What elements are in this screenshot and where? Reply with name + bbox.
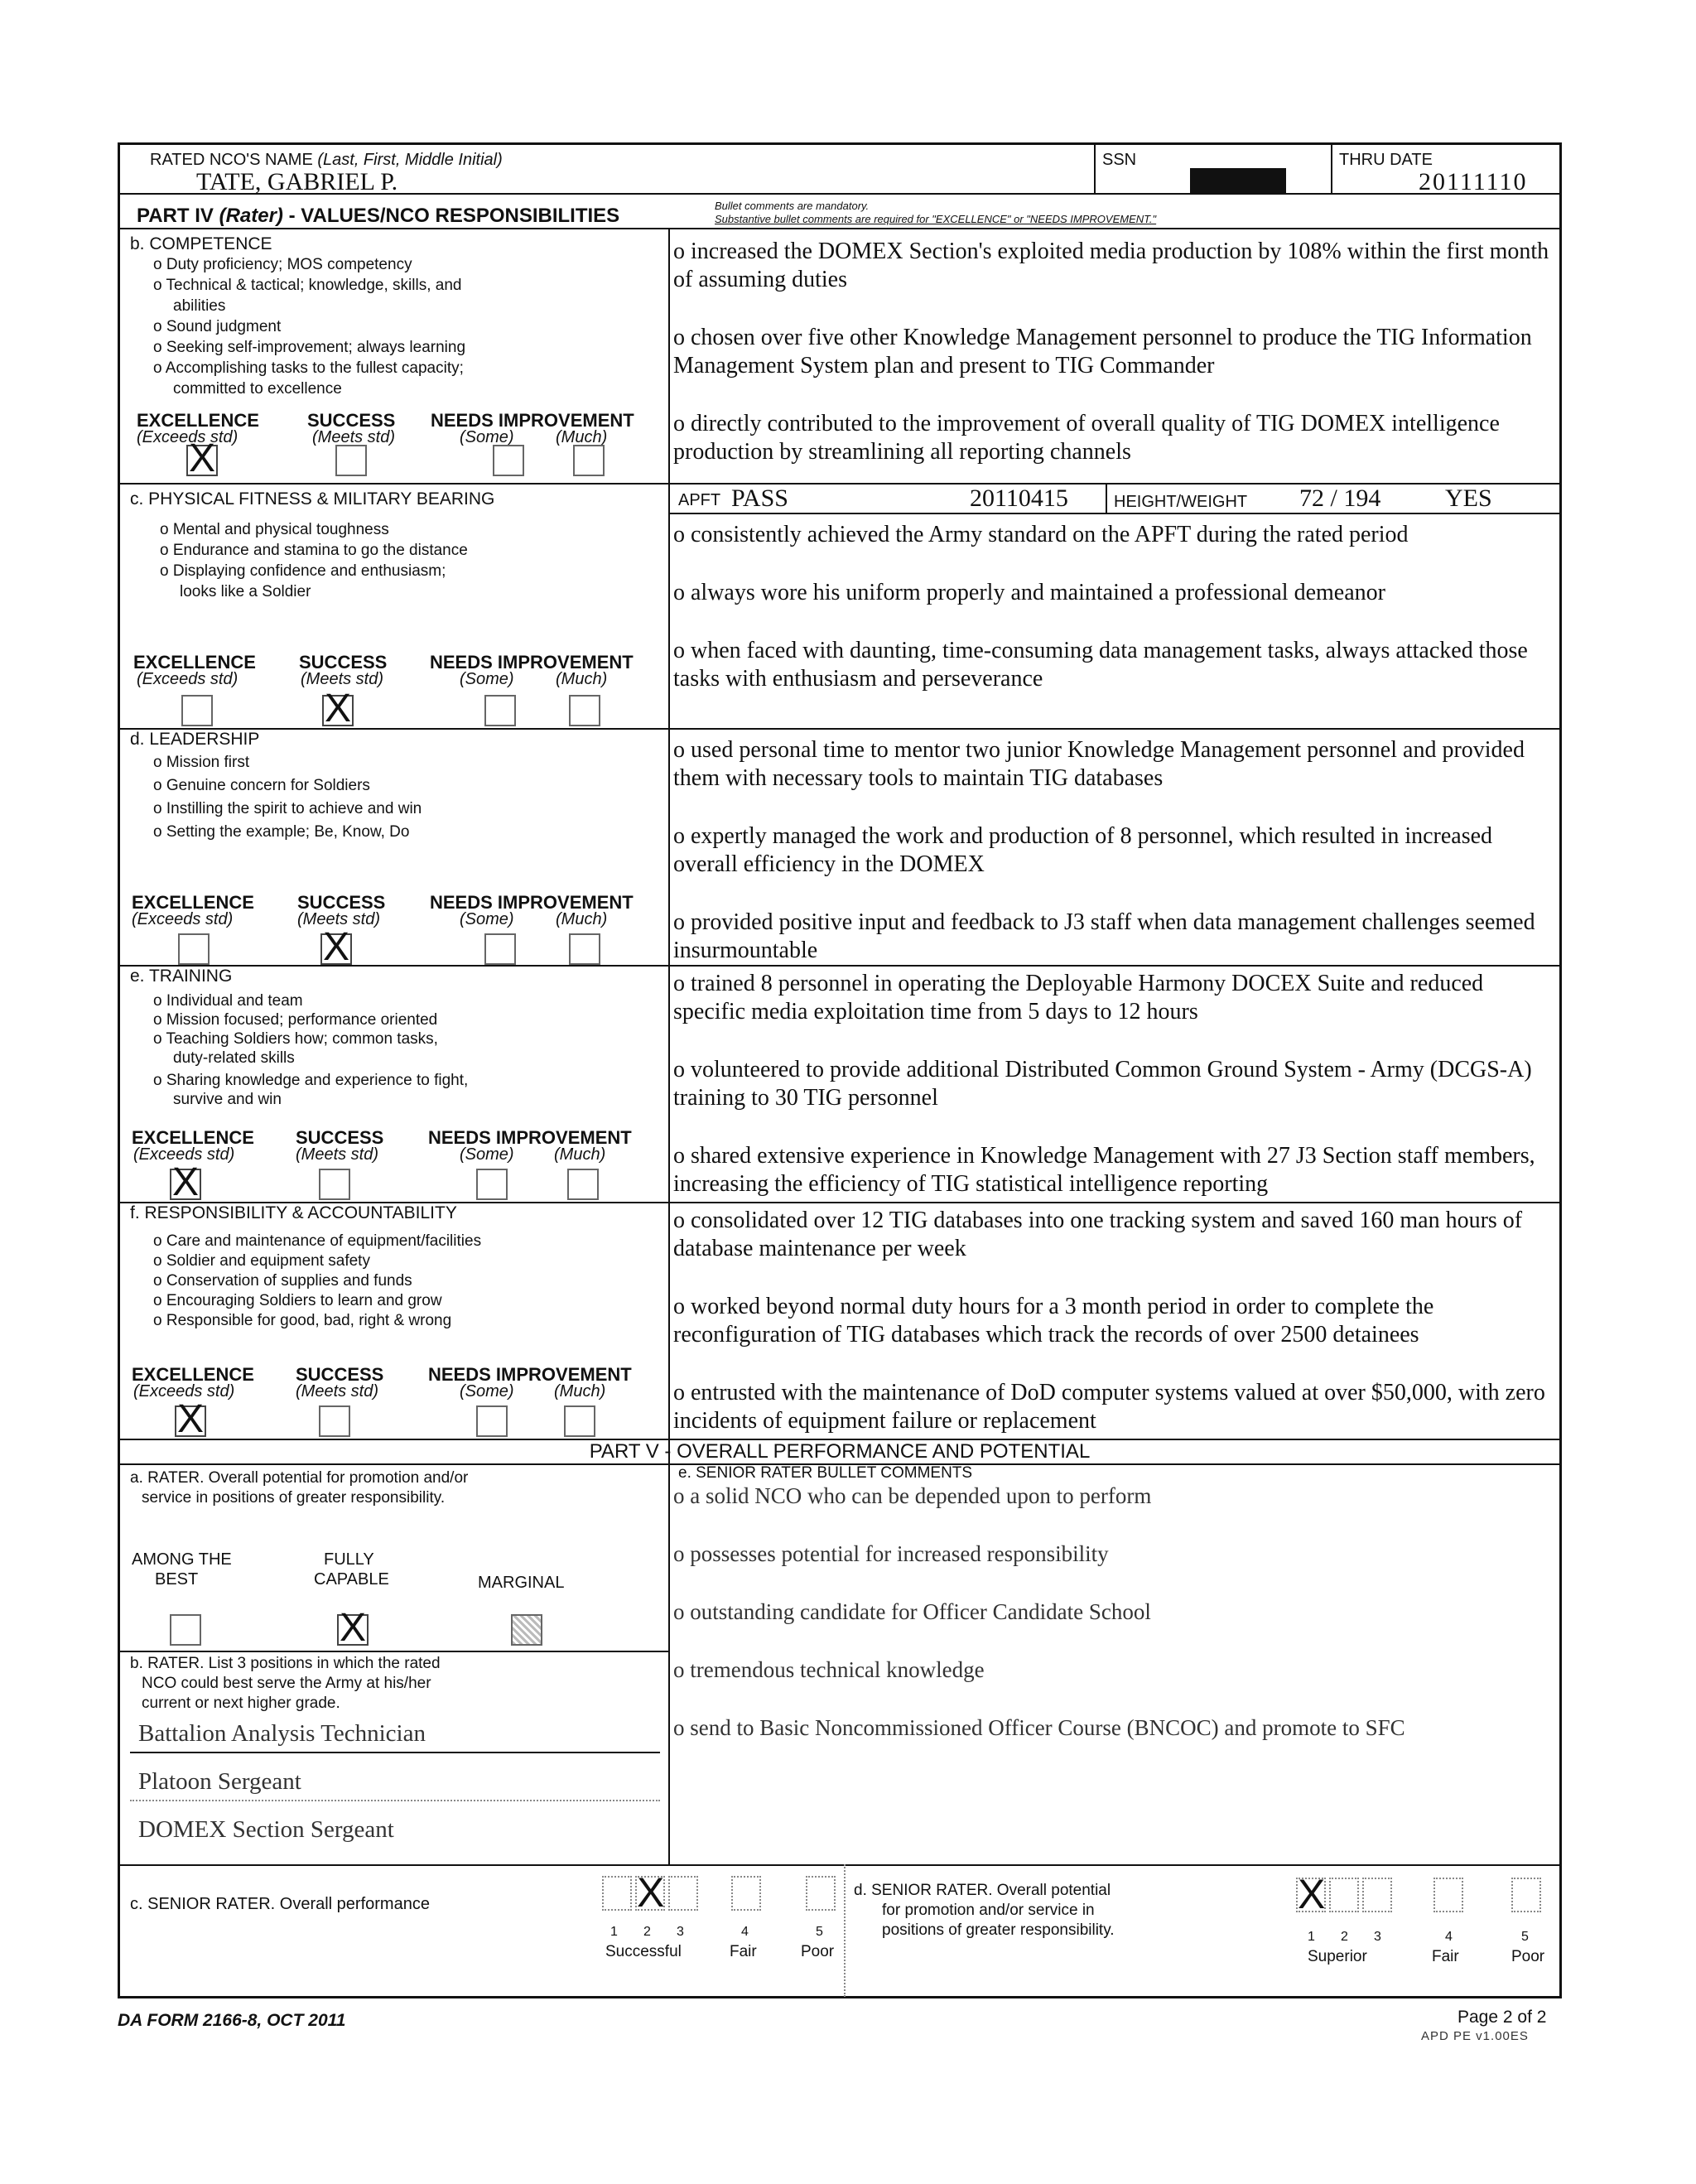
competence-bullets <box>673 238 1559 466</box>
potential-5-checkbox[interactable] <box>1511 1878 1541 1912</box>
performance-num-2: 2 <box>643 1925 651 1939</box>
leadership-section <box>130 730 422 844</box>
senior-rater-performance-label: c. SENIOR RATER. Overall performance <box>130 1895 430 1913</box>
training-section <box>130 967 468 1109</box>
page-number: Page 2 of 2 <box>1458 2008 1547 2027</box>
performance-num-3: 3 <box>677 1925 684 1939</box>
training-needs-label: NEEDS IMPROVEMENT <box>428 1127 632 1148</box>
fitness-needs-label: NEEDS IMPROVEMENT <box>430 652 634 673</box>
part5-title: PART V - OVERALL PERFORMANCE AND POTENTIAL <box>589 1440 1091 1463</box>
height-weight-result: YES <box>1445 485 1492 512</box>
leadership-needs-label: NEEDS IMPROVEMENT <box>430 892 634 913</box>
responsibility-bullet: o entrusted with the maintenance of DoD computer systems valued at over $50,000, with zero incidents of equipment failure or replacement <box>673 1380 1545 1434</box>
senior-rater-potential-label-3: positions of greater responsibility. <box>882 1921 1115 1939</box>
training-bullet: o trained 8 personnel in operating the Deployable Harmony DOCEX Suite and reduced specific media exploitation time from 5 days to 12 hours <box>673 971 1484 1025</box>
training-exceeds-label: (Exceeds std) <box>133 1145 235 1164</box>
ssn-redacted <box>1190 168 1286 193</box>
fitness-some-label: (Some) <box>460 670 514 688</box>
senior-rater-potential-label-1: d. SENIOR RATER. Overall potential <box>854 1882 1111 1899</box>
fitness-bullet: o consistently achieved the Army standard on the APFT during the rated period <box>673 522 1409 547</box>
training-title: e. TRAINING <box>130 967 233 986</box>
among-best-label-1: AMONG THE <box>132 1550 232 1569</box>
responsibility-some-checkbox[interactable] <box>476 1405 508 1437</box>
training-excellence-label: EXCELLENCE <box>132 1127 254 1148</box>
performance-4-checkbox[interactable] <box>731 1876 761 1911</box>
competence-bullet: o chosen over five other Knowledge Management personnel to produce the TIG Information Management System plan and present to TIG Commander <box>673 325 1532 378</box>
senior-rater-potential-label-2: for promotion and/or service in <box>882 1902 1095 1919</box>
training-much-checkbox[interactable] <box>567 1169 599 1200</box>
fitness-some-checkbox[interactable] <box>484 695 516 726</box>
potential-num-4: 4 <box>1445 1930 1453 1944</box>
position-2: Platoon Sergeant <box>138 1768 301 1795</box>
fully-capable-label-2: CAPABLE <box>314 1570 389 1589</box>
performance-fair-label: Fair <box>730 1943 757 1960</box>
leadership-bullet: o used personal time to mentor two junior Knowledge Management personnel and provided them with necessary tools to maintain TIG databases <box>673 737 1525 791</box>
potential-num-5: 5 <box>1521 1930 1529 1944</box>
leadership-meets-label: (Meets std) <box>297 910 381 928</box>
performance-num-5: 5 <box>816 1925 823 1939</box>
senior-rater-bullet: o outstanding candidate for Officer Candidate School <box>673 1599 1151 1624</box>
senior-rater-bullet: o a solid NCO who can be depended upon to perform <box>673 1483 1152 1508</box>
form-number: DA FORM 2166-8, OCT 2011 <box>118 2011 346 2030</box>
training-excellence-checkbox[interactable]: X <box>170 1169 201 1200</box>
leadership-bullets <box>673 736 1559 965</box>
responsibility-excellence-checkbox[interactable]: X <box>175 1405 206 1437</box>
leadership-success-label: SUCCESS <box>297 892 386 913</box>
apft-value: PASS <box>731 485 788 512</box>
leadership-much-checkbox[interactable] <box>569 933 600 965</box>
fully-capable-checkbox[interactable]: X <box>337 1614 369 1646</box>
competence-much-checkbox[interactable] <box>573 445 605 476</box>
apft-date: 20110415 <box>970 485 1068 512</box>
potential-3-checkbox[interactable] <box>1362 1878 1392 1912</box>
fully-capable-label-1: FULLY <box>324 1550 374 1569</box>
leadership-title: d. LEADERSHIP <box>130 730 260 749</box>
training-success-checkbox[interactable] <box>319 1169 350 1200</box>
leadership-success-checkbox[interactable]: X <box>320 933 352 965</box>
responsibility-success-checkbox[interactable] <box>319 1405 350 1437</box>
senior-rater-bullets-label: e. SENIOR RATER BULLET COMMENTS <box>678 1464 973 1482</box>
thru-date-value: 20111110 <box>1419 168 1528 195</box>
fitness-meets-label: (Meets std) <box>301 670 384 688</box>
responsibility-bullet: o consolidated over 12 TIG databases into one tracking system and saved 160 man hours of database maintenance per week <box>673 1208 1523 1261</box>
responsibility-some-label: (Some) <box>460 1382 514 1401</box>
position-3: DOMEX Section Sergeant <box>138 1816 394 1843</box>
senior-rater-bullet: o send to Basic Noncommissioned Officer Course (BNCOC) and promote to SFC <box>673 1715 1405 1740</box>
performance-3-checkbox[interactable] <box>668 1876 698 1911</box>
potential-fair-label: Fair <box>1432 1948 1459 1965</box>
training-some-label: (Some) <box>460 1145 514 1164</box>
competence-list: o Duty proficiency; MOS competency o Technical & tactical; knowledge, skills, and abilities o Sound judgment o Seeking self-improvement; always learning o Accomplishing tasks to the fullest capacity; committed to excellence <box>153 256 466 398</box>
training-bullets <box>673 970 1559 1198</box>
training-meets-label: (Meets std) <box>296 1145 379 1164</box>
responsibility-exceeds-label: (Exceeds std) <box>133 1382 235 1401</box>
rated-nco-name-value: TATE, GABRIEL P. <box>196 168 398 195</box>
rater-positions-label-2: NCO could best serve the Army at his/her <box>142 1675 431 1692</box>
rater-positions-label-1: b. RATER. List 3 positions in which the rated <box>130 1655 441 1672</box>
marginal-label: MARGINAL <box>478 1574 565 1592</box>
leadership-bullet: o expertly managed the work and production of 8 personnel, which resulted in increased overall efficiency in the DOMEX <box>673 823 1493 877</box>
competence-bullet: o increased the DOMEX Section's exploited media production by 108% within the first month of assuming duties <box>673 239 1549 292</box>
responsibility-meets-label: (Meets std) <box>296 1382 379 1401</box>
responsibility-excellence-label: EXCELLENCE <box>132 1364 254 1385</box>
competence-bullet: o directly contributed to the improvement of overall quality of TIG DOMEX intelligence production by streamlining all reporting channels <box>673 411 1500 465</box>
part4-note-mandatory: Bullet comments are mandatory. <box>715 200 870 212</box>
training-bullet: o volunteered to provide additional Distributed Common Ground System - Army (DCGS-A) training to 30 TIG personnel <box>673 1057 1532 1111</box>
training-list: o Individual and team o Mission focused; performance oriented o Teaching Soldiers how; common tasks, duty-related skills o Sharing knowledge and experience to fight, survive and win <box>153 992 469 1108</box>
part4-note-substantive: Substantive bullet comments are required for "EXCELLENCE" or "NEEDS IMPROVEMENT." <box>715 213 1157 225</box>
performance-2-checkbox[interactable]: X <box>637 1869 665 1916</box>
training-success-label: SUCCESS <box>296 1127 384 1148</box>
performance-5-checkbox[interactable] <box>806 1876 836 1911</box>
fitness-bullet: o always wore his uniform properly and maintained a professional demeanor <box>673 580 1385 605</box>
responsibility-list: o Care and maintenance of equipment/facilities o Soldier and equipment safety o Conservation of supplies and funds o Encouraging Soldiers to learn and grow o Responsible for good, bad, right & wrong <box>153 1232 482 1329</box>
competence-exceeds-label: (Exceeds std) <box>137 428 238 446</box>
senior-rater-bullet: o tremendous technical knowledge <box>673 1657 985 1682</box>
fitness-much-label: (Much) <box>556 670 608 688</box>
leadership-excellence-checkbox[interactable] <box>178 933 210 965</box>
fitness-success-checkbox[interactable]: X <box>322 695 354 726</box>
potential-1-checkbox[interactable]: X <box>1298 1871 1326 1917</box>
leadership-excellence-label: EXCELLENCE <box>132 892 254 913</box>
responsibility-title: f. RESPONSIBILITY & ACCOUNTABILITY <box>130 1203 457 1222</box>
thru-date-label: THRU DATE <box>1339 151 1433 169</box>
among-best-label-2: BEST <box>155 1570 199 1589</box>
leadership-exceeds-label: (Exceeds std) <box>132 910 234 928</box>
competence-excellence-label: EXCELLENCE <box>137 410 259 431</box>
fitness-excellence-label: EXCELLENCE <box>133 652 256 673</box>
height-weight-label: HEIGHT/WEIGHT <box>1114 493 1248 511</box>
responsibility-bullets <box>673 1207 1559 1435</box>
competence-section <box>130 234 465 399</box>
position-1: Battalion Analysis Technician <box>138 1720 426 1747</box>
potential-num-2: 2 <box>1341 1930 1348 1944</box>
potential-num-3: 3 <box>1374 1930 1381 1944</box>
responsibility-bullet: o worked beyond normal duty hours for a 3 month period in order to complete the reconfiguration of TIG databases which track the records of over 2500 detainees <box>673 1294 1434 1348</box>
performance-successful-label: Successful <box>605 1943 682 1960</box>
form-version: APD PE v1.00ES <box>1421 2029 1529 2043</box>
potential-poor-label: Poor <box>1511 1948 1545 1965</box>
among-best-checkbox[interactable] <box>170 1614 201 1646</box>
rated-nco-name-label: RATED NCO'S NAME (Last, First, Middle Initial) <box>150 151 503 169</box>
apft-label: APFT <box>678 491 721 509</box>
fitness-bullet: o when faced with daunting, time-consuming data management tasks, always attacked those tasks with enthusiasm and perseverance <box>673 638 1528 692</box>
fitness-title: c. PHYSICAL FITNESS & MILITARY BEARING <box>130 489 495 509</box>
training-much-label: (Much) <box>554 1145 606 1164</box>
leadership-some-label: (Some) <box>460 910 514 928</box>
leadership-some-checkbox[interactable] <box>484 933 516 965</box>
fitness-excellence-checkbox[interactable] <box>181 695 213 726</box>
performance-num-4: 4 <box>741 1925 749 1939</box>
leadership-list: o Mission first o Genuine concern for Soldiers o Instilling the spirit to achieve and win o Setting the example; Be, Know, Do <box>153 754 422 841</box>
fitness-much-checkbox[interactable] <box>569 695 600 726</box>
performance-num-1: 1 <box>610 1925 618 1939</box>
competence-success-label: SUCCESS <box>307 410 396 431</box>
fitness-bullets <box>673 521 1559 693</box>
senior-rater-bullets <box>673 1482 1405 1742</box>
competence-some-checkbox[interactable] <box>493 445 524 476</box>
responsibility-section <box>130 1203 481 1331</box>
part4-title: PART IV (Rater) - VALUES/NCO RESPONSIBILITIES <box>137 205 620 227</box>
training-some-checkbox[interactable] <box>476 1169 508 1200</box>
potential-4-checkbox[interactable] <box>1433 1878 1463 1912</box>
fitness-section <box>130 489 494 602</box>
ssn-label: SSN <box>1102 151 1137 169</box>
responsibility-much-checkbox[interactable] <box>564 1405 595 1437</box>
rater-potential-label-2: service in positions of greater responsibility. <box>142 1489 446 1507</box>
potential-2-checkbox[interactable] <box>1329 1878 1359 1912</box>
potential-superior-label: Superior <box>1308 1948 1367 1965</box>
training-bullet: o shared extensive experience in Knowledge Management with 27 J3 Section staff members, increasing the efficiency of TIG statistical intelligence reporting <box>673 1143 1535 1197</box>
fitness-success-label: SUCCESS <box>299 652 388 673</box>
competence-title: b. COMPETENCE <box>130 234 272 253</box>
competence-needs-label: NEEDS IMPROVEMENT <box>431 410 634 431</box>
responsibility-much-label: (Much) <box>554 1382 606 1401</box>
competence-excellence-checkbox[interactable]: X <box>186 445 218 476</box>
leadership-much-label: (Much) <box>556 910 608 928</box>
fitness-exceeds-label: (Exceeds std) <box>137 670 238 688</box>
evaluation-form <box>118 142 1562 1998</box>
senior-rater-bullet: o possesses potential for increased responsibility <box>673 1541 1109 1566</box>
potential-num-1: 1 <box>1308 1930 1315 1944</box>
leadership-bullet: o provided positive input and feedback to J3 staff when data management challenges seemed insurmountable <box>673 909 1535 963</box>
competence-much-label: (Much) <box>556 428 608 446</box>
competence-some-label: (Some) <box>460 428 514 446</box>
fitness-list: o Mental and physical toughness o Endurance and stamina to go the distance o Displaying confidence and enthusiasm; looks like a Soldier <box>160 521 468 600</box>
rater-positions-label-3: current or next higher grade. <box>142 1695 340 1712</box>
rater-potential-label-1: a. RATER. Overall potential for promotion and/or <box>130 1469 469 1487</box>
competence-success-checkbox[interactable] <box>335 445 367 476</box>
height-weight-value: 72 / 194 <box>1299 485 1381 512</box>
responsibility-success-label: SUCCESS <box>296 1364 384 1385</box>
marginal-checkbox[interactable] <box>511 1614 542 1646</box>
performance-poor-label: Poor <box>801 1943 835 1960</box>
competence-meets-label: (Meets std) <box>312 428 396 446</box>
responsibility-needs-label: NEEDS IMPROVEMENT <box>428 1364 632 1385</box>
performance-1-checkbox[interactable] <box>602 1876 632 1911</box>
